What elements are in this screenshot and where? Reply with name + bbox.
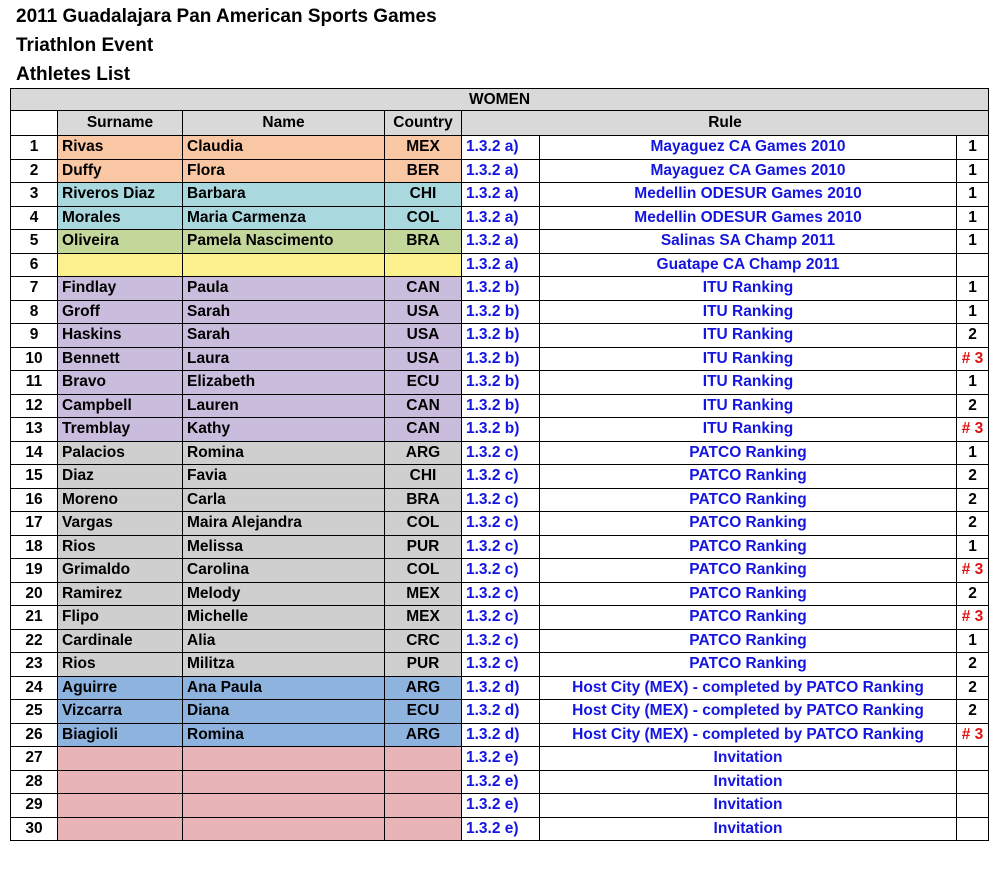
header-country: Country [385,111,462,136]
rule-cell: Invitation [540,794,957,818]
surname-cell: Grimaldo [58,559,183,583]
quota-cell [957,770,989,794]
table-row [11,347,989,371]
surname-cell: Rios [58,653,183,677]
country-cell: BRA [385,488,462,512]
section-header-row [11,89,989,111]
quota-cell: 2 [957,394,989,418]
row-number: 7 [11,277,58,301]
rule-cell: Guatape CA Champ 2011 [540,253,957,277]
surname-cell: Findlay [58,277,183,301]
table-row [11,676,989,700]
country-cell: CAN [385,418,462,442]
name-cell: Barbara [183,183,385,207]
rule-code-cell: 1.3.2 b) [462,394,540,418]
table-row [11,582,989,606]
quota-cell: 2 [957,582,989,606]
rule-code-cell: 1.3.2 c) [462,606,540,630]
table-row [11,488,989,512]
country-cell: ECU [385,700,462,724]
quota-cell [957,794,989,818]
table-row [11,159,989,183]
row-number: 3 [11,183,58,207]
quota-cell: 2 [957,676,989,700]
quota-cell: 1 [957,183,989,207]
country-cell: CRC [385,629,462,653]
section-label: WOMEN [11,89,989,111]
country-cell [385,770,462,794]
name-cell: Paula [183,277,385,301]
name-cell: Kathy [183,418,385,442]
table-row [11,770,989,794]
rule-code-cell: 1.3.2 c) [462,582,540,606]
name-cell: Maira Alejandra [183,512,385,536]
surname-cell: Tremblay [58,418,183,442]
rule-cell: PATCO Ranking [540,559,957,583]
name-cell [183,253,385,277]
name-cell [183,770,385,794]
table-row [11,206,989,230]
quota-cell [957,253,989,277]
name-cell: Melissa [183,535,385,559]
table-row [11,253,989,277]
rule-code-cell: 1.3.2 d) [462,723,540,747]
rule-code-cell: 1.3.2 c) [462,488,540,512]
name-cell: Sarah [183,300,385,324]
rule-code-cell: 1.3.2 e) [462,794,540,818]
row-number: 5 [11,230,58,254]
table-row [11,723,989,747]
name-cell [183,817,385,841]
table-row [11,817,989,841]
event-title: 2011 Guadalajara Pan American Sports Games [16,6,437,27]
country-cell: COL [385,559,462,583]
rule-cell: PATCO Ranking [540,512,957,536]
country-cell: CAN [385,394,462,418]
rule-cell: Invitation [540,747,957,771]
quota-cell: 1 [957,277,989,301]
rule-code-cell: 1.3.2 c) [462,535,540,559]
row-number: 25 [11,700,58,724]
document-titles [16,2,437,89]
rule-cell: ITU Ranking [540,347,957,371]
rule-cell: Invitation [540,770,957,794]
rule-cell: PATCO Ranking [540,653,957,677]
column-header-row [11,111,989,136]
quota-cell: # 3 [957,347,989,371]
surname-cell: Groff [58,300,183,324]
table-row [11,300,989,324]
country-cell: MEX [385,582,462,606]
name-cell: Pamela Nascimento [183,230,385,254]
name-cell: Maria Carmenza [183,206,385,230]
country-cell: COL [385,512,462,536]
rule-cell: PATCO Ranking [540,606,957,630]
rule-cell: Medellin ODESUR Games 2010 [540,206,957,230]
table-row [11,441,989,465]
rule-code-cell: 1.3.2 b) [462,324,540,348]
list-title: Athletes List [16,64,131,85]
name-cell: Flora [183,159,385,183]
quota-cell: 1 [957,300,989,324]
quota-cell: 2 [957,512,989,536]
row-number: 14 [11,441,58,465]
rule-code-cell: 1.3.2 e) [462,770,540,794]
rule-cell: PATCO Ranking [540,629,957,653]
row-number: 6 [11,253,58,277]
country-cell: PUR [385,535,462,559]
table-row [11,136,989,160]
surname-cell: Haskins [58,324,183,348]
table-row [11,394,989,418]
quota-cell: 1 [957,136,989,160]
surname-cell: Morales [58,206,183,230]
country-cell [385,747,462,771]
quota-cell: 1 [957,230,989,254]
name-cell: Romina [183,441,385,465]
surname-cell: Diaz [58,465,183,489]
rule-cell: Host City (MEX) - completed by PATCO Ranking [540,676,957,700]
surname-cell: Bravo [58,371,183,395]
row-number: 15 [11,465,58,489]
country-cell [385,817,462,841]
country-cell: CAN [385,277,462,301]
rule-cell: PATCO Ranking [540,465,957,489]
country-cell: MEX [385,136,462,160]
name-cell: Ana Paula [183,676,385,700]
row-number: 2 [11,159,58,183]
quota-cell: 2 [957,653,989,677]
row-number: 1 [11,136,58,160]
row-number: 16 [11,488,58,512]
table-row [11,700,989,724]
row-number: 9 [11,324,58,348]
row-number: 29 [11,794,58,818]
rule-cell: Mayaguez CA Games 2010 [540,159,957,183]
name-cell: Militza [183,653,385,677]
surname-cell: Vargas [58,512,183,536]
row-number: 22 [11,629,58,653]
rule-code-cell: 1.3.2 c) [462,512,540,536]
surname-cell: Rios [58,535,183,559]
table-row [11,747,989,771]
quota-cell: 1 [957,441,989,465]
rule-cell: ITU Ranking [540,418,957,442]
quota-cell: 1 [957,629,989,653]
rule-code-cell: 1.3.2 c) [462,441,540,465]
name-cell [183,794,385,818]
quota-cell: 2 [957,465,989,489]
rule-code-cell: 1.3.2 d) [462,676,540,700]
quota-cell: 2 [957,324,989,348]
rule-code-cell: 1.3.2 c) [462,559,540,583]
quota-cell: 1 [957,206,989,230]
rule-cell: Medellin ODESUR Games 2010 [540,183,957,207]
rule-code-cell: 1.3.2 a) [462,183,540,207]
rule-cell: ITU Ranking [540,277,957,301]
country-cell: USA [385,300,462,324]
surname-cell [58,253,183,277]
quota-cell: 2 [957,488,989,512]
country-cell: ECU [385,371,462,395]
country-cell: ARG [385,441,462,465]
rule-code-cell: 1.3.2 e) [462,747,540,771]
table-row [11,559,989,583]
row-number: 19 [11,559,58,583]
country-cell: ARG [385,723,462,747]
surname-cell: Riveros Diaz [58,183,183,207]
country-cell: PUR [385,653,462,677]
table-row [11,230,989,254]
country-cell: BRA [385,230,462,254]
quota-cell: # 3 [957,606,989,630]
surname-cell: Flipo [58,606,183,630]
table-row [11,606,989,630]
row-number: 27 [11,747,58,771]
row-number: 24 [11,676,58,700]
surname-cell: Palacios [58,441,183,465]
rule-cell: PATCO Ranking [540,441,957,465]
surname-cell [58,794,183,818]
header-number-cell [11,111,58,136]
athletes-table [10,88,989,841]
country-cell [385,253,462,277]
name-cell: Melody [183,582,385,606]
table-row [11,277,989,301]
row-number: 23 [11,653,58,677]
table-row [11,371,989,395]
row-number: 8 [11,300,58,324]
surname-cell [58,747,183,771]
name-cell: Diana [183,700,385,724]
rule-cell: Mayaguez CA Games 2010 [540,136,957,160]
surname-cell: Duffy [58,159,183,183]
rule-code-cell: 1.3.2 c) [462,465,540,489]
country-cell: COL [385,206,462,230]
rule-code-cell: 1.3.2 b) [462,418,540,442]
header-surname: Surname [58,111,183,136]
surname-cell: Aguirre [58,676,183,700]
rule-code-cell: 1.3.2 b) [462,300,540,324]
event-subtitle: Triathlon Event [16,35,154,56]
row-number: 28 [11,770,58,794]
table-row [11,653,989,677]
row-number: 30 [11,817,58,841]
name-cell: Carla [183,488,385,512]
row-number: 11 [11,371,58,395]
country-cell: USA [385,347,462,371]
country-cell: MEX [385,606,462,630]
row-number: 13 [11,418,58,442]
name-cell: Laura [183,347,385,371]
table-row [11,535,989,559]
name-cell: Alia [183,629,385,653]
rule-cell: ITU Ranking [540,324,957,348]
table-row [11,465,989,489]
surname-cell [58,770,183,794]
name-cell: Lauren [183,394,385,418]
rule-code-cell: 1.3.2 c) [462,629,540,653]
row-number: 4 [11,206,58,230]
rule-cell: Invitation [540,817,957,841]
header-rule: Rule [462,111,989,136]
surname-cell: Ramirez [58,582,183,606]
quota-cell: 2 [957,700,989,724]
country-cell: CHI [385,465,462,489]
name-cell: Claudia [183,136,385,160]
table-row [11,794,989,818]
name-cell: Carolina [183,559,385,583]
row-number: 21 [11,606,58,630]
rule-code-cell: 1.3.2 a) [462,136,540,160]
table-row [11,418,989,442]
quota-cell: # 3 [957,723,989,747]
table-row [11,324,989,348]
name-cell: Elizabeth [183,371,385,395]
rule-code-cell: 1.3.2 a) [462,206,540,230]
quota-cell: 1 [957,159,989,183]
quota-cell [957,817,989,841]
rule-code-cell: 1.3.2 c) [462,653,540,677]
surname-cell: Oliveira [58,230,183,254]
rule-code-cell: 1.3.2 b) [462,277,540,301]
surname-cell: Moreno [58,488,183,512]
rule-cell: PATCO Ranking [540,535,957,559]
surname-cell: Rivas [58,136,183,160]
rule-code-cell: 1.3.2 b) [462,347,540,371]
name-cell: Favia [183,465,385,489]
country-cell [385,794,462,818]
rule-cell: PATCO Ranking [540,582,957,606]
table-row [11,629,989,653]
surname-cell: Bennett [58,347,183,371]
row-number: 10 [11,347,58,371]
table-row [11,512,989,536]
surname-cell [58,817,183,841]
table-row [11,183,989,207]
quota-cell: # 3 [957,418,989,442]
rule-code-cell: 1.3.2 a) [462,253,540,277]
row-number: 26 [11,723,58,747]
row-number: 20 [11,582,58,606]
rule-cell: ITU Ranking [540,300,957,324]
surname-cell: Campbell [58,394,183,418]
rule-code-cell: 1.3.2 a) [462,159,540,183]
header-name: Name [183,111,385,136]
surname-cell: Biagioli [58,723,183,747]
rule-cell: ITU Ranking [540,394,957,418]
rule-code-cell: 1.3.2 d) [462,700,540,724]
rule-code-cell: 1.3.2 b) [462,371,540,395]
country-cell: ARG [385,676,462,700]
quota-cell: 1 [957,535,989,559]
surname-cell: Cardinale [58,629,183,653]
rule-code-cell: 1.3.2 e) [462,817,540,841]
country-cell: USA [385,324,462,348]
rule-cell: Host City (MEX) - completed by PATCO Ranking [540,700,957,724]
quota-cell: # 3 [957,559,989,583]
name-cell: Michelle [183,606,385,630]
surname-cell: Vizcarra [58,700,183,724]
country-cell: CHI [385,183,462,207]
country-cell: BER [385,159,462,183]
rule-cell: ITU Ranking [540,371,957,395]
rule-cell: PATCO Ranking [540,488,957,512]
name-cell: Romina [183,723,385,747]
name-cell [183,747,385,771]
rule-cell: Salinas SA Champ 2011 [540,230,957,254]
quota-cell: 1 [957,371,989,395]
row-number: 18 [11,535,58,559]
quota-cell [957,747,989,771]
name-cell: Sarah [183,324,385,348]
rule-code-cell: 1.3.2 a) [462,230,540,254]
row-number: 12 [11,394,58,418]
row-number: 17 [11,512,58,536]
rule-cell: Host City (MEX) - completed by PATCO Ranking [540,723,957,747]
